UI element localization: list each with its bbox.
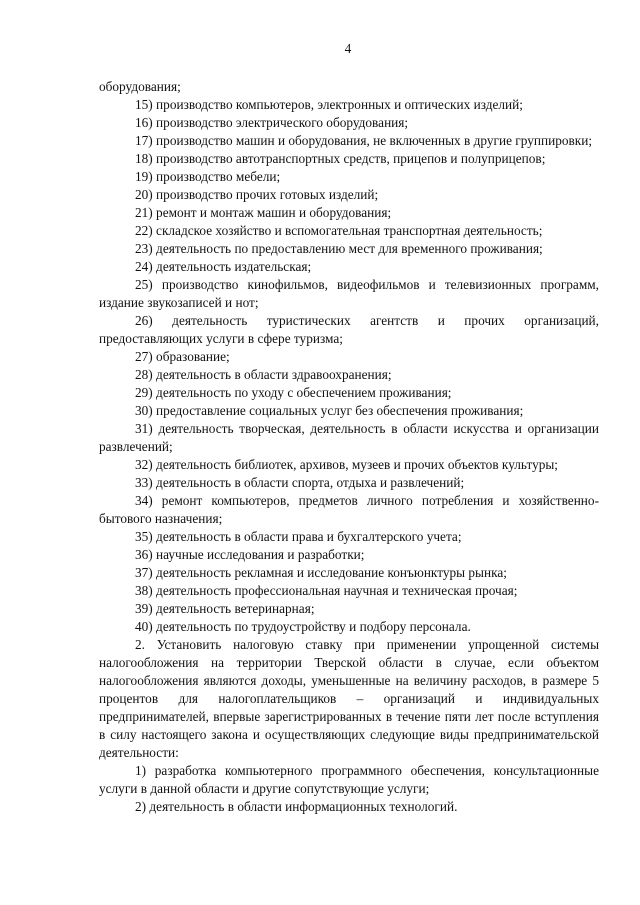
list-item-28: 28) деятельность в области здравоохранения;: [135, 367, 392, 382]
list-item-14-continuation: оборудования;: [99, 79, 181, 94]
list-item-25: 25) производство кинофильмов, видеофильмов и телевизионных программ, издание звукозаписей и нот;: [99, 277, 599, 310]
list-item-20: 20) производство прочих готовых изделий;: [135, 187, 379, 202]
list-item-33: 33) деятельность в области спорта, отдыха и развлечений;: [135, 475, 465, 490]
page-number: 4: [344, 41, 352, 56]
list-item-34: 34) ремонт компьютеров, предметов личного потребления и хозяйственно-бытового назначения;: [99, 493, 599, 526]
clause-2-item-1: 1) разработка компьютерного программного обеспечения, консультационные услуги в данной области и другие сопутствующие услуги;: [99, 763, 599, 796]
list-item-15: 15) производство компьютеров, электронных и оптических изделий;: [135, 97, 523, 112]
document-page: [99, 40, 599, 816]
list-item-16: 16) производство электрического оборудования;: [135, 115, 409, 130]
list-item-22: 22) складское хозяйство и вспомогательная транспортная деятельность;: [135, 223, 543, 238]
list-item-26: 26) деятельность туристических агентств и прочих организаций, предоставляющих услуги в сфере туризма;: [99, 313, 599, 346]
list-item-40: 40) деятельность по трудоустройству и подбору персонала.: [135, 619, 471, 634]
clause-2-paragraph: 2. Установить налоговую ставку при применении упрощенной системы налогообложения на территории Тверской области в случае, если объектом налогообложения являются доходы, уменьшенные на величину расходов, в размере 5 процентов для налогоплательщиков – организаций и индивидуальных предпринимателей, впервые зарегистрированных в течение пяти лет после вступления в силу настоящего закона и осуществляющих следующие виды предпринимательской деятельности:: [99, 637, 599, 760]
list-item-21: 21) ремонт и монтаж машин и оборудования;: [135, 205, 392, 220]
list-item-29: 29) деятельность по уходу с обеспечением проживания;: [135, 385, 452, 400]
list-item-35: 35) деятельность в области права и бухгалтерского учета;: [135, 529, 462, 544]
list-item-30: 30) предоставление социальных услуг без обеспечения проживания;: [135, 403, 524, 418]
list-item-39: 39) деятельность ветеринарная;: [135, 601, 315, 616]
list-item-18: 18) производство автотранспортных средств, прицепов и полуприцепов;: [135, 151, 546, 166]
list-item-31: 31) деятельность творческая, деятельность в области искусства и организации развлечений;: [99, 421, 599, 454]
list-item-38: 38) деятельность профессиональная научная и техническая прочая;: [135, 583, 518, 598]
list-item-23: 23) деятельность по предоставлению мест для временного проживания;: [135, 241, 543, 256]
list-item-19: 19) производство мебели;: [135, 169, 281, 184]
list-item-36: 36) научные исследования и разработки;: [135, 547, 365, 562]
clause-2-item-2: 2) деятельность в области информационных технологий.: [135, 799, 458, 814]
list-item-24: 24) деятельность издательская;: [135, 259, 312, 274]
list-item-27: 27) образование;: [135, 349, 230, 364]
list-item-32: 32) деятельность библиотек, архивов, музеев и прочих объектов культуры;: [135, 457, 559, 472]
list-item-37: 37) деятельность рекламная и исследование конъюнктуры рынка;: [135, 565, 507, 580]
list-item-17: 17) производство машин и оборудования, не включенных в другие группировки;: [135, 133, 593, 148]
